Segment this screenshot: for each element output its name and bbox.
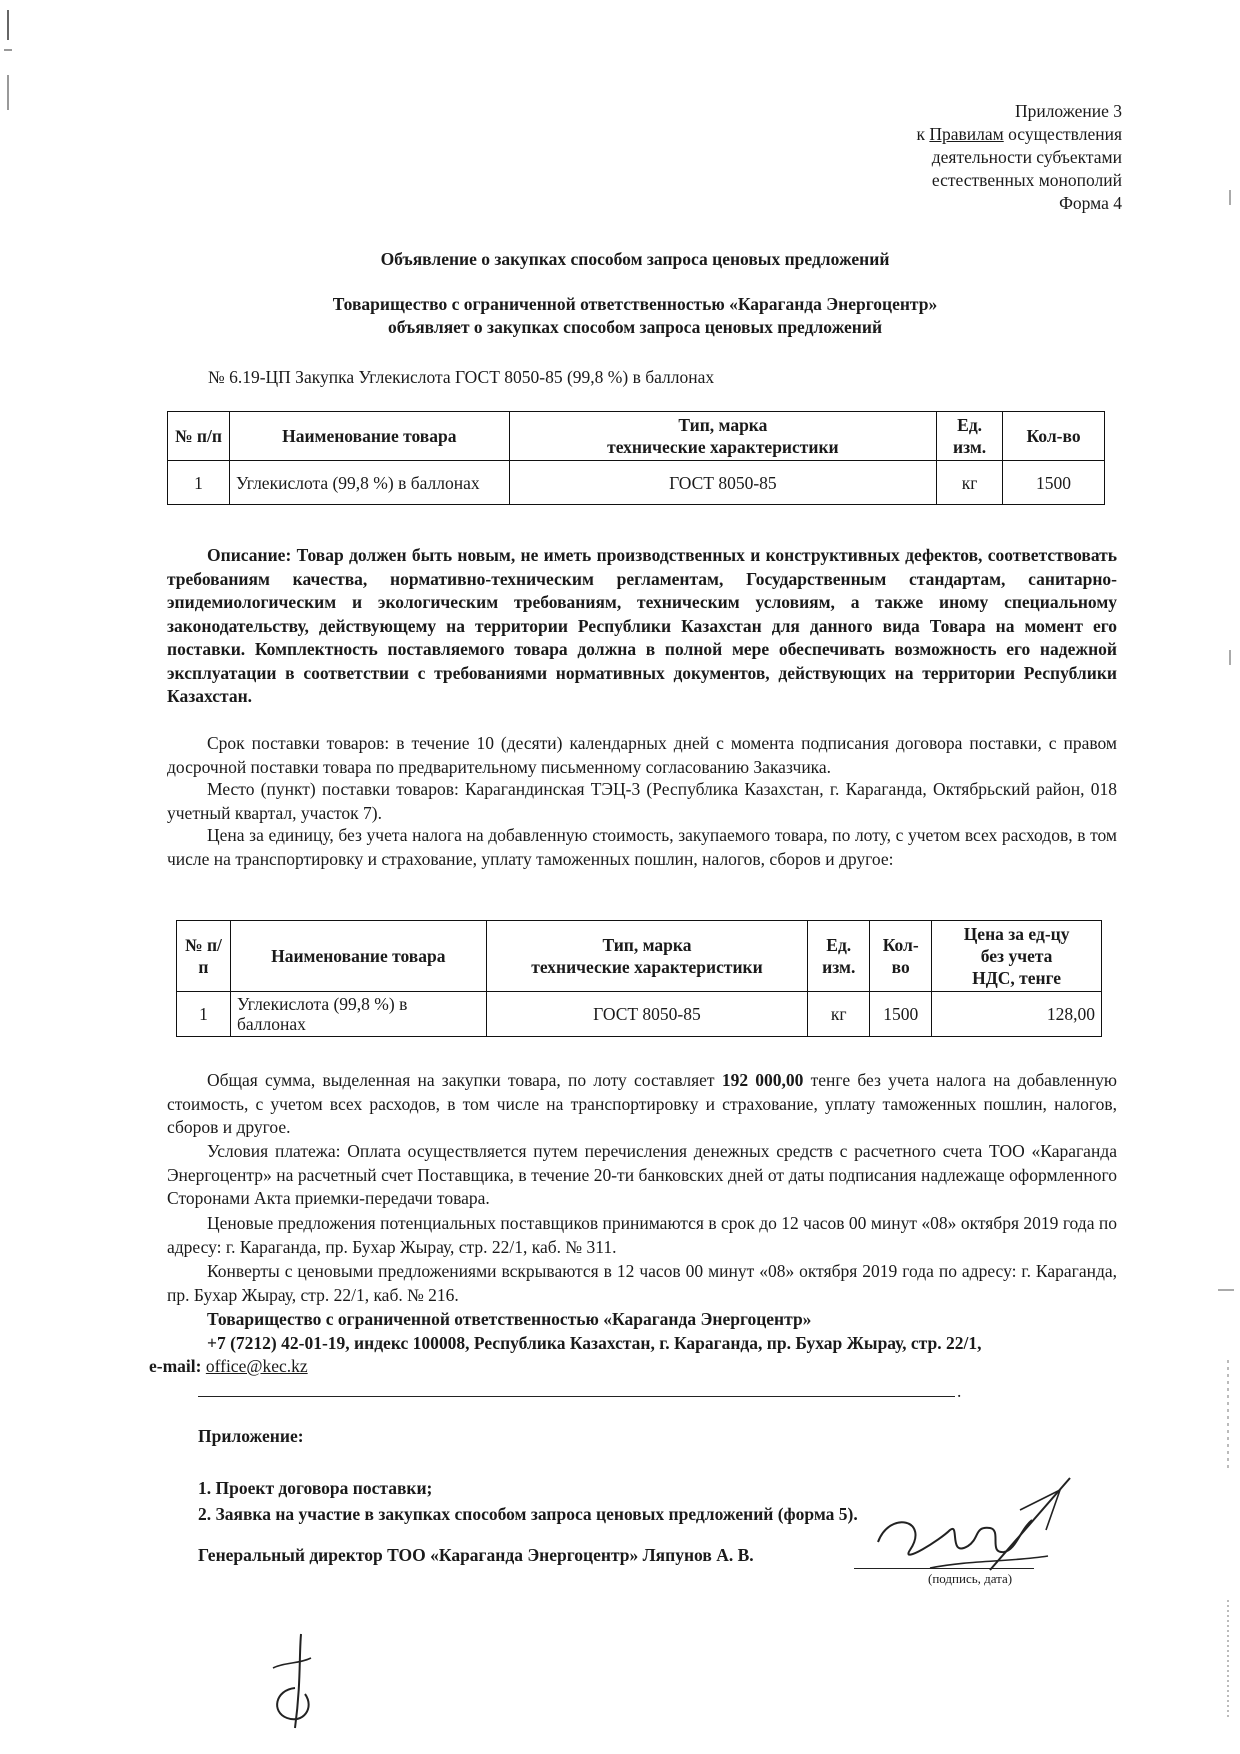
col-type-header-line1: Тип, марка <box>678 415 768 435</box>
form-number: Форма 4 <box>1059 193 1122 213</box>
right-margin-marks <box>1212 0 1240 1754</box>
col-type-header-line2: технические характеристики <box>607 437 839 457</box>
col-price-header-line3: НДС, тенге <box>972 968 1062 988</box>
col-qty-header: Кол-во <box>870 921 932 992</box>
left-margin-marks <box>0 0 18 120</box>
rules-line4: естественных монополий <box>931 170 1122 190</box>
contact-address: +7 (7212) 42-01-19, индекс 100008, Республика Казахстан, г. Караганда, пр. Бухар Жырау, стр. 22/1, <box>207 1332 982 1353</box>
list-item: 1. Проект договора поставки; <box>198 1478 433 1498</box>
contact-org: Товарищество с ограниченной ответственностью «Караганда Энергоцентр» <box>207 1309 812 1329</box>
organizer-title <box>160 293 1110 339</box>
table-row <box>177 992 1102 1037</box>
cell-qty: 1500 <box>870 992 932 1037</box>
envelopes-opening-paragraph: Конверты с ценовыми предложениями вскрываются в 12 часов 00 минут «08» октября 2019 года по адресу: г. Караганда, пр. Бухар Жырау, стр. 22/1, каб. № 216. <box>167 1261 1117 1305</box>
rules-line3: деятельности субъектами <box>931 147 1122 167</box>
col-price-header-line2: без учета <box>980 946 1053 966</box>
rules-link[interactable]: Правилам <box>929 124 1004 144</box>
cell-price: 128,00 <box>932 992 1102 1037</box>
cell-name: Углекислота (99,8 %) в баллонах <box>230 992 486 1037</box>
handwritten-signature-icon <box>870 1470 1080 1580</box>
total-amount: 192 000,00 <box>721 1070 804 1090</box>
description-paragraph: Описание: Товар должен быть новым, не иметь производственных и конструктивных дефектов, соответствовать требованиям качества, нормативно-техническим регламентам, Государственным стандартам, санитарно-эпидемиологическим и экологическим требованиям, техническим условиям, а также иному специальному законодательству, действующему на территории Республики Казахстан для данного вида Товара на момент его поставки. Комплектность поставляемого товара должна в полной мере обеспечивать возможность его надежной эксплуатации в соответствии с требованиями нормативных документов, действующих на территории Республики Казахстан. <box>167 545 1117 706</box>
announcement-title: Объявление о закупках способом запроса ценовых предложений <box>380 249 890 269</box>
col-price-header-line1: Цена за ед-цу <box>963 924 1070 944</box>
list-item: 2. Заявка на участие в закупках способом запроса ценовых предложений (форма 5). <box>198 1504 858 1524</box>
delivery-term-paragraph: Срок поставки товаров: в течение 10 (десяти) календарных дней с момента подписания договора поставки, с правом досрочной поставки товара по предварительному письменному согласованию Заказчика. <box>167 733 1117 777</box>
col-unit-header: Ед. изм. <box>937 412 1003 461</box>
col-type-header-line2: технические характеристики <box>531 957 763 977</box>
cell-name: Углекислота (99,8 %) в баллонах <box>229 461 509 505</box>
col-type-header-line1: Тип, марка <box>602 935 692 955</box>
lot-line: № 6.19-ЦП Закупка Углекислота ГОСТ 8050-85 (99,8 %) в баллонах <box>208 367 715 387</box>
signature-caption: (подпись, дата) <box>928 1571 1013 1586</box>
appendix-list <box>198 1475 858 1527</box>
col-num-header: № п/п <box>177 921 231 992</box>
appendix-number: Приложение 3 <box>1014 101 1122 121</box>
organizer-line1: Товарищество с ограниченной ответственностью «Караганда Энергоцентр» <box>332 294 938 314</box>
table-header-row <box>177 921 1102 992</box>
cell-qty: 1500 <box>1003 461 1105 505</box>
total-prefix: Общая сумма, выделенная на закупки товара, по лоту составляет <box>207 1070 722 1090</box>
price-note-paragraph: Цена за единицу, без учета налога на добавленную стоимость, закупаемого товара, по лоту, с учетом всех расходов, в том числе на транспортировку и страхование, уплату таможенных пошлин, налогов, сборов и другое: <box>167 825 1117 869</box>
col-type-header <box>486 921 808 992</box>
col-qty-header: Кол-во <box>1003 412 1105 461</box>
organizer-line2: объявляет о закупках способом запроса ценовых предложений <box>387 317 883 337</box>
signer-line: Генеральный директор ТОО «Караганда Энергоцентр» Ляпунов А. В. <box>198 1545 754 1565</box>
cell-unit: кг <box>937 461 1003 505</box>
col-price-header <box>932 921 1102 992</box>
total-amount-paragraph <box>167 1069 1117 1140</box>
cell-num: 1 <box>168 461 230 505</box>
cell-type: ГОСТ 8050-85 <box>486 992 808 1037</box>
contact-block <box>149 1308 1117 1379</box>
col-unit-header: Ед. изм. <box>808 921 870 992</box>
col-name-header: Наименование товара <box>229 412 509 461</box>
col-type-header <box>509 412 936 461</box>
contact-email-line <box>149 1355 1117 1379</box>
email-label: e-mail: <box>149 1356 206 1376</box>
contact-details <box>167 1332 1117 1356</box>
col-name-header: Наименование товара <box>230 921 486 992</box>
handwritten-mark-icon <box>265 1628 335 1738</box>
appendix-label: Приложение: <box>198 1426 304 1446</box>
table-row <box>168 461 1105 505</box>
email-link[interactable]: office@kec.kz <box>205 1356 308 1376</box>
rules-prefix: к <box>916 124 930 144</box>
price-table <box>176 920 1102 1037</box>
payment-terms-paragraph: Условия платежа: Оплата осуществляется путем перечисления денежных средств с расчетного счета ТОО «Караганда Энергоцентр» на расчетный счет Поставщика, в течение 20-ти банковских дней от даты подписания надлежаще оформленного Сторонами Акта приемки-передачи товара. <box>167 1141 1117 1208</box>
rules-reference <box>916 123 1122 146</box>
total-suffix: тенге без учета налога на добавленную стоимость, с учетом всех расходов, в том числе на транспортировку и страхование, уплату таможенных пошлин, налогов, сборов и другое. <box>167 1070 1118 1137</box>
separator-line <box>198 1396 955 1397</box>
cell-num: 1 <box>177 992 231 1037</box>
goods-table <box>167 411 1105 505</box>
cell-type: ГОСТ 8050-85 <box>509 461 936 505</box>
proposals-deadline-paragraph: Ценовые предложения потенциальных поставщиков принимаются в срок до 12 часов 00 минут «08» октября 2019 года по адресу: г. Караганда, пр. Бухар Жырау, стр. 22/1, каб. № 311. <box>167 1213 1117 1257</box>
rules-suffix: осуществления <box>1003 124 1122 144</box>
col-num-header: № п/п <box>168 412 230 461</box>
separator-dot: . <box>957 1381 962 1401</box>
appendix-header <box>916 100 1122 215</box>
delivery-place-paragraph: Место (пункт) поставки товаров: Карагандинская ТЭЦ-3 (Республика Казахстан, г. Караганда, Октябрьский район, 018 учетный квартал, участок 7). <box>167 779 1117 823</box>
table-header-row <box>168 412 1105 461</box>
cell-unit: кг <box>808 992 870 1037</box>
